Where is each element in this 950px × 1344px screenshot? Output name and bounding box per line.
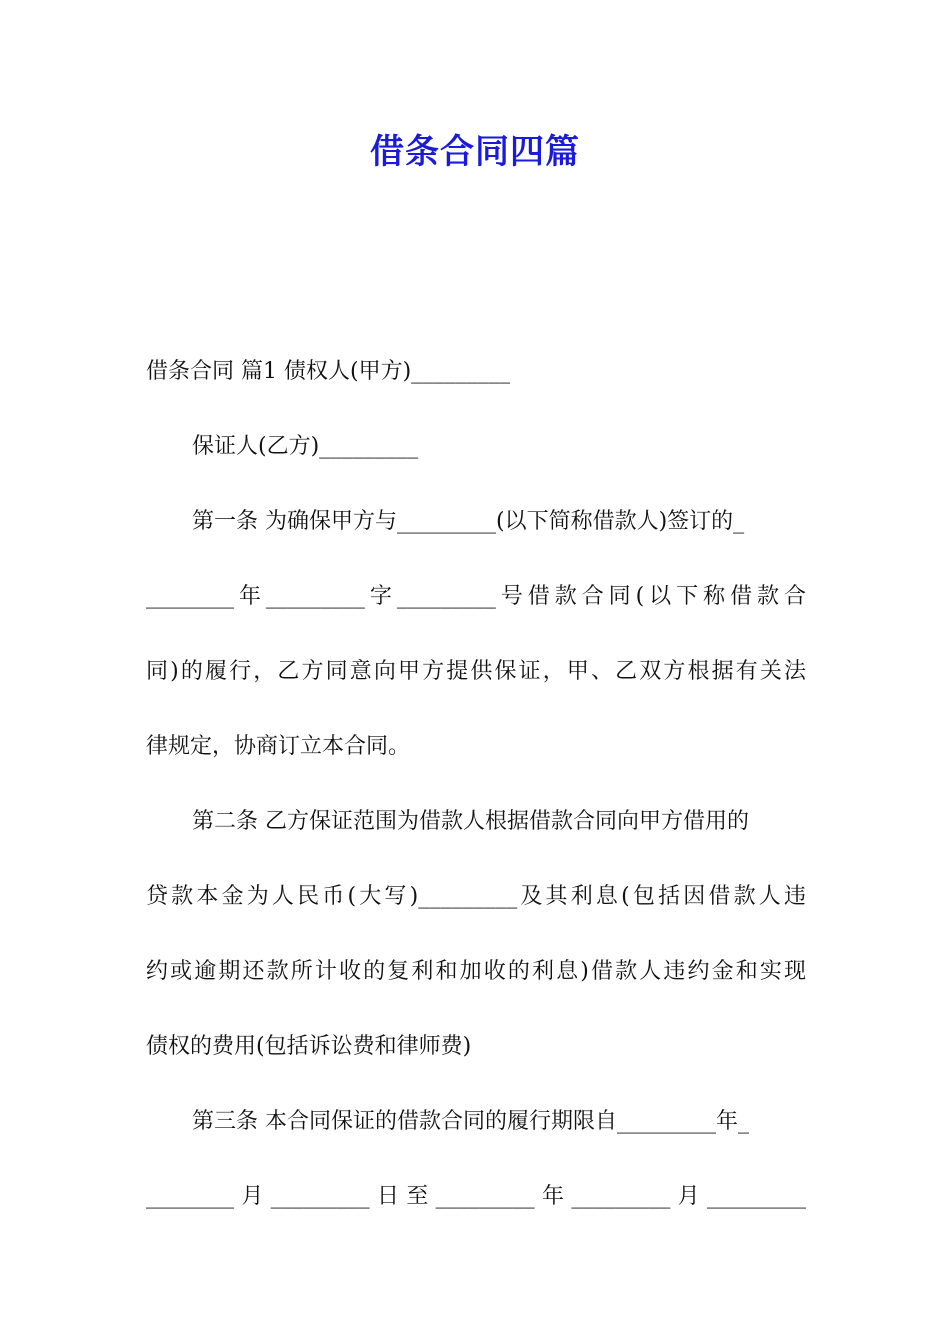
article-1-line-2: ________年_________字_________号借款合同(以下称借款合 bbox=[146, 584, 806, 609]
article-3-line-2: ________月_________日至_________年_________月_________ bbox=[146, 1184, 806, 1209]
document-title: 借条合同四篇 bbox=[370, 132, 580, 172]
document-body bbox=[146, 334, 806, 1234]
article-2-line-1: 第二条 乙方保证范围为借款人根据借款合同向甲方借用的 bbox=[192, 809, 749, 834]
paragraph-line-header: 借条合同 篇1 债权人(甲方)_________ bbox=[146, 359, 511, 384]
article-1-line-1: 第一条 为确保甲方与_________(以下简称借款人)签订的_ bbox=[192, 509, 745, 534]
article-1-line-4: 律规定，协商订立本合同。 bbox=[146, 734, 411, 759]
article-2-line-3: 约或逾期还款所计收的复利和加收的利息)借款人违约金和实现 bbox=[146, 959, 806, 984]
article-3-line-1: 第三条 本合同保证的借款合同的履行期限自_________年_ bbox=[192, 1109, 749, 1134]
article-2-line-4: 债权的费用(包括诉讼费和律师费) bbox=[146, 1034, 472, 1059]
article-2-line-2: 贷款本金为人民币(大写)_________及其利息(包括因借款人违 bbox=[146, 884, 806, 909]
article-1-line-3: 同)的履行，乙方同意向甲方提供保证，甲、乙双方根据有关法 bbox=[146, 659, 806, 684]
paragraph-line-guarantor: 保证人(乙方)_________ bbox=[192, 434, 419, 459]
